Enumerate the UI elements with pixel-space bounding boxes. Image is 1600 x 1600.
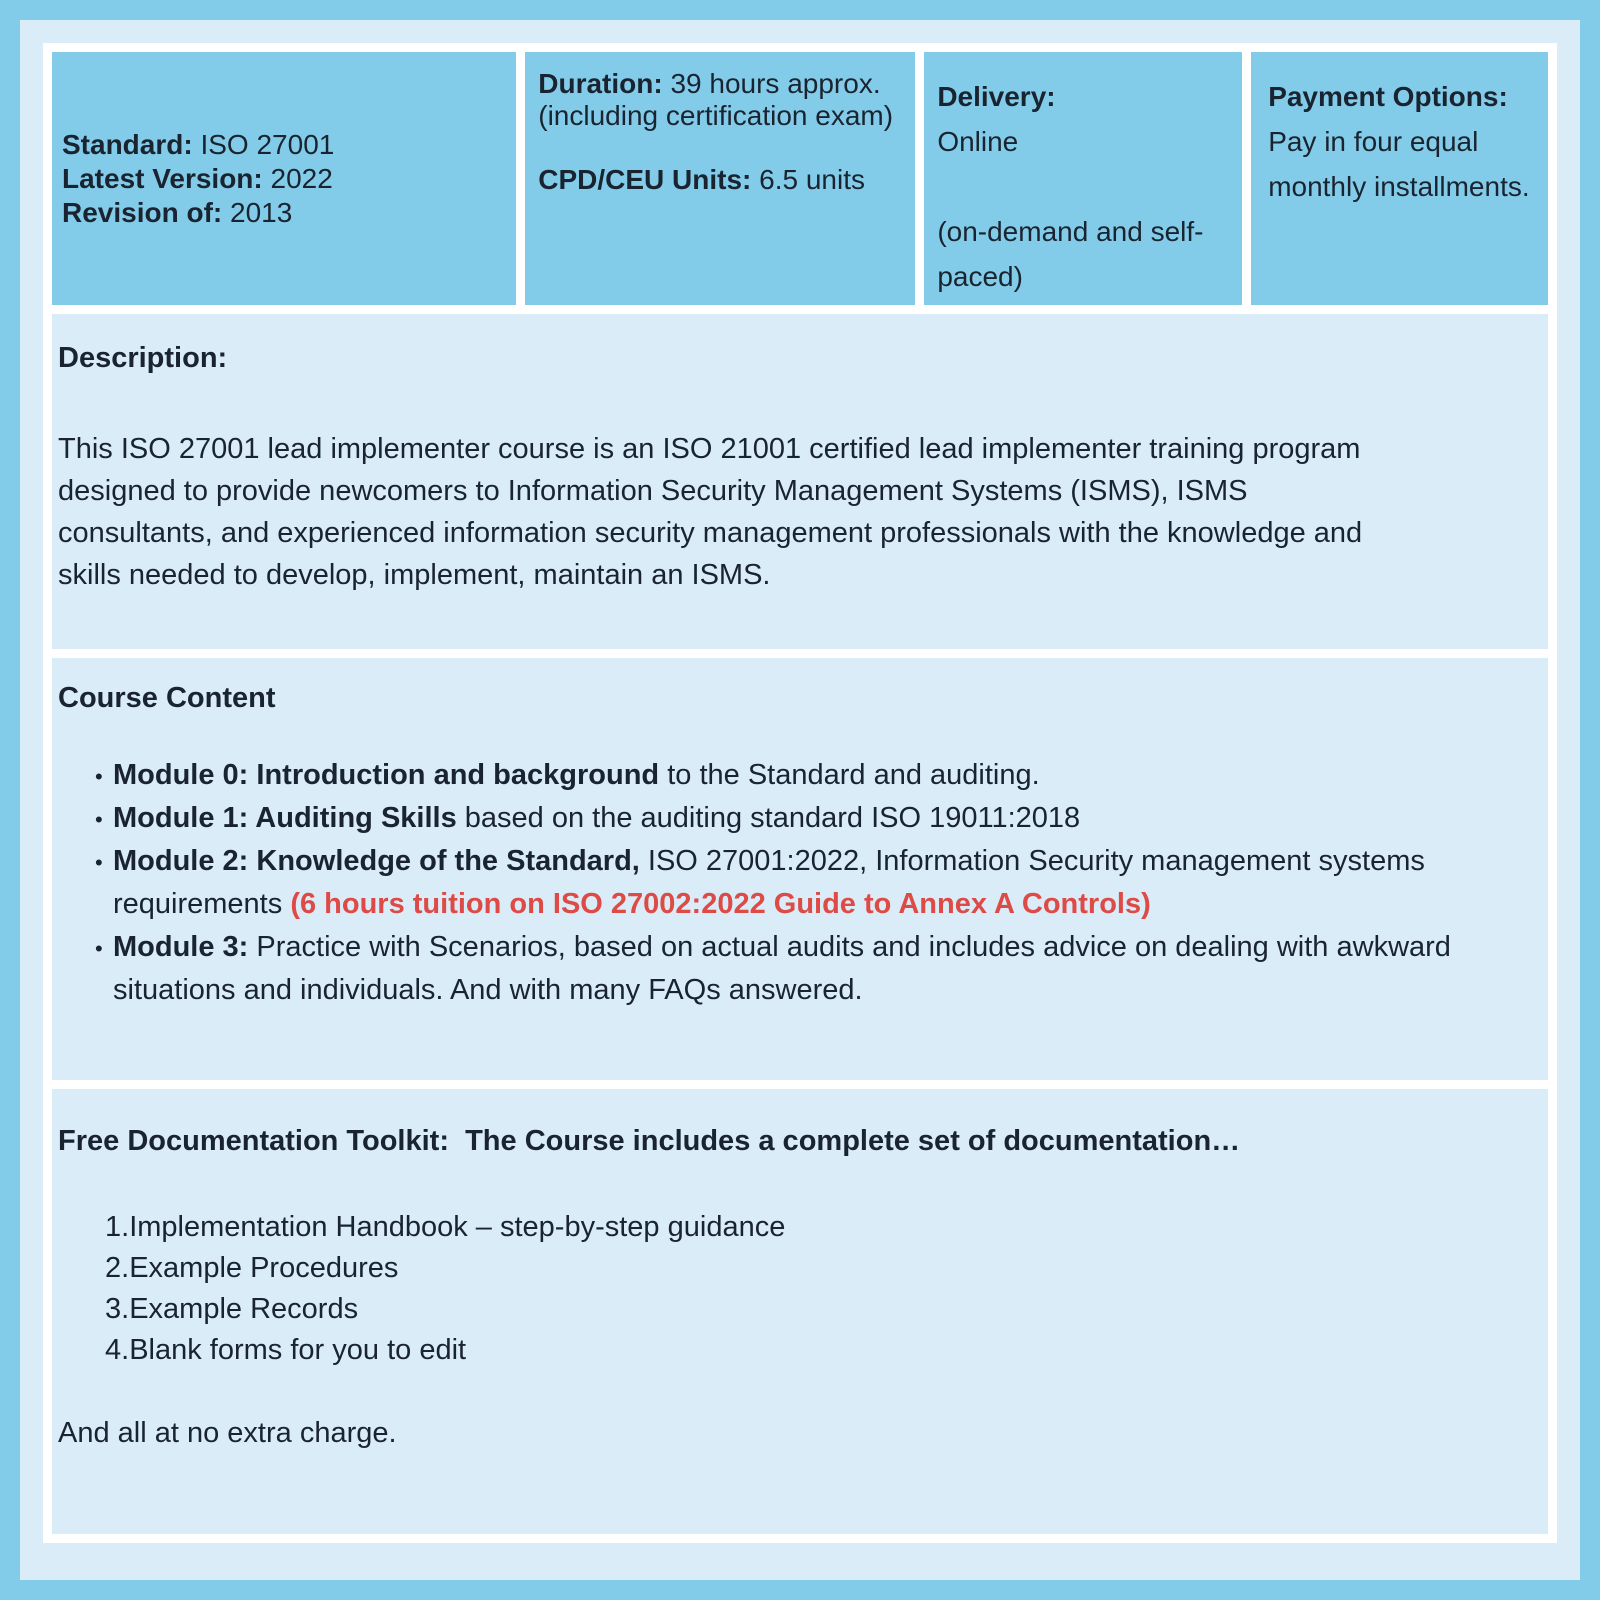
latest-version-line bbox=[62, 162, 506, 196]
standard-value: ISO 27001 bbox=[200, 128, 335, 160]
payment-value: Pay in four equal monthly installments. bbox=[1268, 126, 1530, 202]
cpd-value: 6.5 units bbox=[759, 164, 866, 195]
toolkit-heading: Free Documentation Toolkit: The Course includes a complete set of documentation… bbox=[58, 1125, 1241, 1157]
latest-version-label: Latest Version: bbox=[62, 162, 263, 194]
toolkit-item-3: Example Records bbox=[129, 1293, 359, 1325]
duration-label: Duration: bbox=[538, 68, 663, 99]
course-info-table bbox=[43, 43, 1557, 1543]
delivery-label: Delivery: bbox=[937, 81, 1056, 112]
cpd-line bbox=[538, 164, 903, 196]
revision-line bbox=[62, 196, 506, 230]
duration-cell bbox=[525, 52, 915, 305]
module-1-title: Module 1: Auditing Skills bbox=[113, 802, 457, 834]
module-0-title: Module 0: Introduction and background bbox=[113, 759, 660, 791]
course-content-heading: Course Content bbox=[58, 682, 276, 714]
module-item-2 bbox=[95, 840, 1518, 926]
module-2-title: Module 2: Knowledge of the Standard, bbox=[113, 845, 640, 877]
toolkit-item-4: Blank forms for you to edit bbox=[129, 1334, 467, 1366]
standard-cell bbox=[52, 52, 516, 305]
module-2-text: ISO 27001:2022, Information Security management systems requirements bbox=[113, 845, 1425, 920]
description-line: consultants, and experienced information security management professionals with the knowledge and bbox=[58, 517, 1363, 549]
payment-cell bbox=[1251, 52, 1548, 305]
module-item-0 bbox=[95, 754, 1518, 797]
toolkit-item-1: Implementation Handbook – step-by-step guidance bbox=[129, 1211, 786, 1243]
module-list bbox=[58, 754, 1518, 1012]
description-heading: Description: bbox=[58, 342, 228, 374]
duration-line bbox=[538, 68, 903, 132]
toolkit-section bbox=[52, 1089, 1548, 1534]
standard-label: Standard: bbox=[62, 128, 193, 160]
payment-label: Payment Options: bbox=[1268, 81, 1508, 112]
module-1-text: based on the auditing standard ISO 19011:2018 bbox=[456, 802, 1081, 834]
standard-line bbox=[62, 128, 506, 162]
page-background bbox=[20, 20, 1580, 1580]
module-3-text: Practice with Scenarios, based on actual audits and includes advice on dealing with awkward situations and individuals. And with many FAQs answered. bbox=[113, 931, 1451, 1006]
revision-value: 2013 bbox=[230, 196, 293, 228]
module-item-1 bbox=[95, 797, 1518, 840]
cpd-label: CPD/CEU Units: bbox=[538, 164, 752, 195]
description-section bbox=[52, 314, 1548, 649]
description-line: skills needed to develop, implement, maintain an ISMS. bbox=[58, 559, 771, 591]
module-3-title: Module 3: bbox=[113, 931, 249, 963]
toolkit-footer: And all at no extra charge. bbox=[58, 1417, 397, 1449]
duration-value: 39 hours approx. (including certification exam) bbox=[538, 68, 894, 131]
header-row bbox=[52, 52, 1548, 305]
course-content-section bbox=[52, 658, 1548, 1080]
latest-version-value: 2022 bbox=[270, 162, 333, 194]
delivery-value: Online bbox=[937, 126, 1019, 157]
module-0-text: to the Standard and auditing. bbox=[659, 759, 1040, 791]
description-line: This ISO 27001 lead implementer course is an ISO 21001 certified lead implementer training program bbox=[58, 433, 1361, 465]
delivery-cell bbox=[924, 52, 1242, 305]
toolkit-item-2: Example Procedures bbox=[129, 1252, 399, 1284]
description-line: designed to provide newcomers to Information Security Management Systems (ISMS), ISMS bbox=[58, 475, 1248, 507]
module-item-3 bbox=[95, 926, 1518, 1012]
module-2-highlight: (6 hours tuition on ISO 27002:2022 Guide to Annex A Controls) bbox=[290, 888, 1151, 920]
delivery-note: (on-demand and self-paced) bbox=[937, 216, 1204, 292]
revision-label: Revision of: bbox=[62, 196, 223, 228]
toolkit-list bbox=[58, 1207, 1518, 1371]
